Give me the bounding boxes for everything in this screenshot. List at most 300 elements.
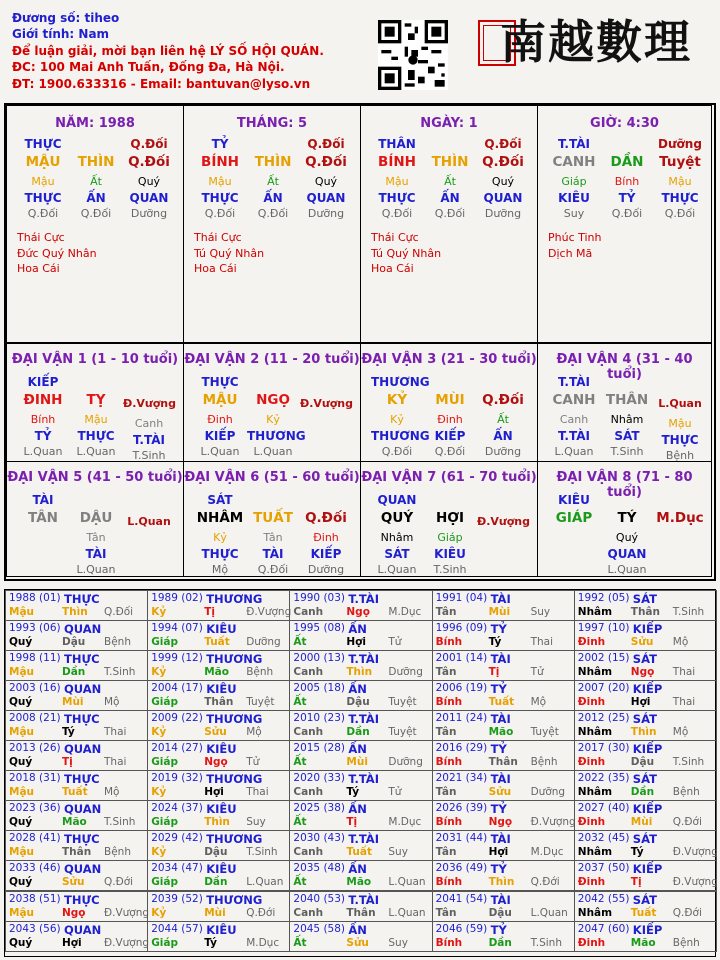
year-branch: Hợi: [62, 936, 82, 949]
year-stem: Canh: [293, 726, 324, 739]
year-life-stage: Tuyệt: [530, 726, 559, 739]
luck-box: [537, 461, 712, 577]
luck-column: [247, 374, 306, 460]
year-ten-god: TÀI: [490, 652, 511, 667]
year-ten-god: KIÊU: [206, 922, 237, 937]
hidden-god: ẤN: [86, 191, 106, 205]
year-cell: [289, 770, 432, 801]
year-branch: Dần: [204, 876, 228, 889]
year-life-stage: Bệnh: [104, 846, 131, 859]
luck-hidden-god: KIÊU: [434, 547, 466, 561]
year-ten-god: SÁT: [632, 652, 657, 667]
subject-name: Đương số: tiheo: [12, 11, 120, 25]
year-ten-god: ẤN: [348, 862, 367, 877]
year-branch: Thân: [62, 846, 92, 859]
pillar-box: [183, 105, 361, 343]
year-ten-god: THỰC: [64, 652, 100, 667]
year-cell: [574, 921, 717, 952]
year-label: 1990 (03): [293, 592, 346, 604]
luck-life-stage: Bệnh: [665, 449, 695, 462]
luck-hidden-god: THƯƠNG: [371, 429, 430, 443]
luck-main-char: THÂN: [605, 392, 649, 408]
luck-hidden-stem: [300, 416, 352, 432]
luck-column: [424, 374, 476, 460]
year-branch: Mão: [630, 936, 656, 949]
year-ten-god: TỶ: [490, 742, 507, 757]
year-life-stage: M.Dục: [388, 816, 422, 829]
year-ten-god: ẤN: [348, 742, 367, 757]
ten-god-label: T.TÀI: [558, 137, 590, 151]
year-stem: Canh: [293, 666, 324, 679]
year-cell: [147, 680, 290, 711]
ten-god-label: THÂN: [378, 137, 416, 151]
year-life-stage: Đ.Vượng: [530, 816, 576, 829]
year-stem: Mậu: [9, 906, 35, 919]
year-life-stage: Tuyệt: [388, 726, 417, 739]
life-stage: Q.Đối: [381, 207, 413, 220]
year-life-stage: Mộ: [530, 696, 547, 709]
luck-ten-god: [70, 374, 122, 390]
year-life-stage: Q.Đối: [104, 606, 134, 618]
ten-god-label: [601, 136, 653, 152]
year-cell: [5, 680, 148, 711]
pillar-column: [371, 136, 423, 222]
luck-ten-god: THƯƠNG: [371, 375, 430, 389]
year-ten-god: TỶ: [490, 802, 507, 817]
luck-column: [601, 492, 653, 578]
luck-hidden-stem: Kỷ: [266, 413, 280, 426]
year-ten-god: KIẾP: [632, 802, 663, 817]
year-life-stage: Bệnh: [246, 666, 274, 679]
ten-god-label: [70, 136, 122, 152]
luck-ten-god: KIẾP: [27, 375, 59, 389]
year-label: 1992 (05): [577, 592, 630, 604]
luck-column: [601, 374, 653, 460]
year-ten-god: THƯƠNG: [206, 652, 263, 667]
year-cell: [147, 620, 290, 651]
yearly-table: [4, 589, 716, 957]
hidden-god: THỰC: [24, 191, 62, 205]
main-char: Q.Đối: [128, 154, 170, 170]
year-branch: Sửu: [630, 636, 654, 649]
hidden-god: THỰC: [201, 191, 239, 205]
luck-hidden-god: SÁT: [384, 547, 410, 561]
pillar-column: [548, 136, 600, 222]
year-ten-god: TÀI: [490, 712, 511, 727]
year-branch: Ngọ: [630, 666, 655, 679]
year-label: 2024 (37): [151, 802, 203, 815]
year-cell: [574, 800, 717, 831]
year-branch: Tý: [488, 636, 502, 649]
year-label: 2011 (24): [435, 712, 488, 725]
year-label: 2036 (49): [435, 862, 488, 875]
luck-column: [70, 492, 122, 578]
hidden-god: THỰC: [378, 191, 416, 205]
note-item: Thái Cực: [17, 231, 65, 244]
year-cell: [574, 860, 717, 891]
year-label: 2004 (17): [151, 682, 203, 695]
year-stem: Bính: [435, 876, 463, 889]
year-branch: Tuất: [62, 786, 88, 799]
luck-main-char: M.Dục: [656, 510, 704, 526]
year-label: 2033 (46): [9, 862, 61, 875]
luck-ten-god: THỰC: [201, 375, 239, 389]
year-stem: Giáp: [151, 696, 179, 709]
year-stem: Nhâm: [577, 726, 613, 739]
year-label: 2025 (38): [293, 802, 346, 815]
pillar-title: GIỜ: 4:30: [590, 116, 659, 131]
luck-column: [17, 374, 69, 460]
year-label: 2019 (32): [151, 772, 203, 785]
year-label: 2006 (19): [435, 682, 488, 695]
note-item: Hoa Cái: [194, 262, 237, 275]
luck-main-char: Đ.Vượng: [300, 397, 354, 410]
note-item: Thái Cực: [371, 231, 419, 244]
year-ten-god: THỰC: [64, 832, 100, 847]
luck-life-stage: L.Quan: [607, 563, 647, 576]
year-cell: [147, 590, 290, 621]
luck-ten-god: QUAN: [377, 493, 417, 507]
year-ten-god: THƯƠNG: [206, 712, 263, 727]
luck-column: [300, 492, 352, 578]
year-label: 1996 (09): [435, 622, 488, 635]
year-life-stage: Bệnh: [672, 936, 700, 949]
luck-ten-god: [123, 374, 175, 390]
life-stage: Q.Đối: [611, 207, 643, 220]
year-life-stage: Bệnh: [530, 756, 558, 769]
year-life-stage: Đ.Vượng: [104, 906, 150, 919]
luck-hidden-stem: Kỷ: [213, 531, 227, 544]
luck-main-char: L.Quan: [658, 397, 702, 410]
year-branch: Mùi: [62, 696, 84, 709]
luck-life-stage: Dưỡng: [307, 563, 345, 576]
year-life-stage: T.Sinh: [530, 936, 562, 949]
life-stage: Dưỡng: [130, 207, 168, 220]
year-ten-god: QUAN: [64, 682, 102, 697]
year-stem: Quý: [9, 696, 33, 709]
year-life-stage: Thai: [104, 726, 127, 739]
subject-gender: Giới tính: Nam: [12, 27, 110, 42]
year-stem: Ất: [293, 696, 307, 709]
year-label: 1997 (10): [577, 622, 630, 635]
year-ten-god: KIẾP: [632, 862, 663, 877]
year-branch: Thân: [346, 906, 376, 919]
luck-main-char: DẬU: [79, 510, 113, 526]
year-ten-god: THƯƠNG: [206, 892, 263, 907]
year-label: 2000 (13): [293, 652, 346, 665]
year-stem: Ất: [293, 636, 307, 649]
luck-main-char: HỢI: [435, 510, 465, 526]
year-ten-god: QUAN: [64, 862, 102, 877]
ten-god-label: Q.Đối: [130, 137, 168, 151]
year-life-stage: T.Sinh: [104, 666, 136, 679]
year-stem: Mậu: [9, 726, 35, 739]
year-cell: [432, 590, 575, 621]
luck-life-stage: L.Quan: [377, 563, 417, 576]
luck-life-stage: Q.Đối: [257, 563, 289, 576]
note-item: Phúc Tinh: [548, 231, 602, 244]
year-ten-god: ẤN: [348, 922, 367, 937]
year-stem: Tân: [435, 846, 457, 859]
year-cell: [5, 710, 148, 741]
year-life-stage: L.Quan: [388, 876, 426, 889]
year-branch: Thìn: [62, 606, 88, 618]
luck-main-char: ĐINH: [23, 392, 63, 408]
luck-hidden-stem: Tân: [86, 531, 106, 544]
hidden-stem: Quý: [314, 175, 338, 188]
year-ten-god: QUAN: [64, 802, 102, 817]
luck-title: ĐẠI VẬN 3 (21 - 30 tuổi): [361, 352, 537, 367]
year-label: 1989 (02): [151, 592, 203, 604]
luck-column: [477, 492, 529, 582]
hidden-stem: Ất: [90, 175, 102, 188]
luck-main-char: L.Quan: [127, 515, 171, 528]
luck-hidden-stem: [123, 534, 175, 550]
year-ten-god: QUAN: [64, 922, 102, 937]
year-life-stage: L.Quan: [388, 906, 426, 919]
year-label: 2012 (25): [577, 712, 630, 725]
year-stem: Mậu: [9, 606, 35, 618]
pillar-notes: [371, 230, 441, 277]
pillar-column: [654, 136, 706, 222]
year-branch: Mão: [488, 726, 514, 739]
year-label: 1998 (11): [9, 652, 61, 665]
pillar-notes: [194, 230, 264, 277]
year-label: 2017 (30): [577, 742, 630, 755]
year-stem: Kỷ: [151, 846, 167, 859]
year-life-stage: M.Dục: [388, 606, 422, 618]
year-ten-god: T.TÀI: [348, 772, 379, 787]
luck-column: [194, 492, 246, 578]
year-cell: [289, 590, 432, 621]
luck-column: [548, 374, 600, 460]
year-life-stage: Q.Đới: [530, 876, 560, 889]
luck-hidden-stem: Canh: [134, 417, 164, 430]
luck-main-char: Q.Đối: [482, 392, 524, 408]
hidden-god: QUAN: [306, 191, 346, 205]
life-stage: Dưỡng: [307, 207, 345, 220]
luck-box: [183, 461, 361, 577]
luck-main-char: Đ.Vượng: [477, 515, 531, 528]
luck-ten-god: [601, 374, 653, 390]
year-cell: [289, 830, 432, 861]
year-life-stage: L.Quan: [530, 906, 568, 919]
year-stem: Đinh: [577, 756, 606, 769]
year-cell: [147, 710, 290, 741]
main-char: THÌN: [431, 154, 469, 170]
year-label: 2032 (45): [577, 832, 630, 845]
luck-hidden-stem: Mậu: [84, 413, 108, 426]
year-ten-god: SÁT: [632, 592, 657, 606]
ten-god-label: Dưỡng: [658, 137, 702, 151]
luck-main-char: TỴ: [86, 392, 106, 408]
year-ten-god: T.TÀI: [348, 892, 379, 907]
luck-title: ĐẠI VẬN 6 (51 - 60 tuổi): [184, 470, 360, 485]
year-ten-god: SÁT: [632, 892, 657, 907]
luck-ten-god: KIÊU: [558, 493, 590, 507]
year-label: 2010 (23): [293, 712, 346, 725]
year-label: 2015 (28): [293, 742, 346, 755]
year-stem: Ất: [293, 756, 307, 769]
luck-column: [424, 492, 476, 578]
luck-hidden-god: [654, 546, 706, 562]
luck-box: [183, 343, 361, 462]
year-cell: [5, 800, 148, 831]
phone-email-line: ĐT: 1900.633316 - Email: bantuvan@lyso.vn: [12, 76, 311, 91]
luck-life-stage: T.Sinh: [433, 563, 467, 576]
hidden-god: ẤN: [263, 191, 283, 205]
year-branch: Tý: [630, 846, 644, 859]
year-branch: Ngọ: [346, 606, 370, 618]
year-branch: Thân: [204, 696, 234, 709]
luck-main-char: GIÁP: [555, 510, 593, 526]
year-stem: Canh: [293, 786, 324, 799]
main-char: Q.Đối: [305, 154, 347, 170]
year-branch: Tị: [346, 816, 358, 829]
year-label: 2045 (58): [293, 922, 346, 935]
year-ten-god: TỶ: [490, 862, 507, 877]
year-ten-god: KIẾP: [632, 922, 663, 937]
luck-life-stage: Mộ: [211, 563, 229, 576]
year-life-stage: Thai: [672, 666, 696, 679]
luck-ten-god: [247, 492, 299, 508]
year-cell: [147, 770, 290, 801]
year-cell: [432, 800, 575, 831]
year-label: 2047 (60): [577, 922, 630, 935]
year-label: 2001 (14): [435, 652, 488, 665]
year-label: 1994 (07): [151, 622, 203, 635]
year-life-stage: Mộ: [104, 696, 120, 709]
year-cell: [432, 891, 575, 922]
year-cell: [432, 830, 575, 861]
luck-life-stage: [17, 562, 69, 578]
luck-hidden-stem: Đinh: [207, 413, 233, 426]
luck-hidden-stem: [477, 534, 529, 550]
main-char: DẦN: [610, 154, 644, 170]
luck-hidden-god: TÀI: [262, 547, 284, 561]
year-label: 2030 (43): [293, 832, 346, 845]
year-stem: Quý: [9, 936, 33, 949]
luck-hidden-stem: Tân: [263, 531, 283, 544]
hidden-stem: Mậu: [385, 175, 409, 188]
main-char: Tuyệt: [659, 154, 701, 170]
luck-hidden-god: [477, 550, 529, 566]
hidden-god: QUAN: [129, 191, 169, 205]
luck-column: [123, 492, 175, 582]
luck-hidden-stem: Nhâm: [610, 413, 644, 426]
note-item: Hoa Cái: [371, 262, 414, 275]
note-item: Thái Cực: [194, 231, 242, 244]
year-ten-god: ẤN: [348, 622, 367, 637]
ten-god-label: THỰC: [24, 137, 62, 151]
year-ten-god: TỶ: [490, 922, 507, 937]
note-item: Đức Quý Nhân: [17, 246, 97, 260]
year-ten-god: KIẾP: [632, 742, 663, 757]
year-label: 1988 (01): [9, 592, 61, 604]
luck-hidden-god: [548, 546, 600, 562]
hidden-god: KIÊU: [558, 191, 590, 205]
luck-hidden-stem: Nhâm: [380, 531, 414, 544]
year-cell: [289, 710, 432, 741]
luck-box: [360, 343, 538, 462]
year-ten-god: T.TÀI: [348, 832, 379, 847]
year-life-stage: Q.Đới: [246, 906, 276, 919]
year-label: 1993 (06): [9, 622, 61, 635]
year-branch: Thìn: [488, 876, 515, 889]
year-cell: [5, 921, 148, 952]
year-branch: Tị: [488, 666, 500, 679]
year-label: 2027 (40): [577, 802, 630, 815]
year-life-stage: Đ.Vượng: [246, 606, 292, 618]
year-cell: [289, 620, 432, 651]
hidden-stem: Mậu: [208, 175, 232, 188]
luck-column: [300, 374, 352, 464]
luck-box: [6, 343, 184, 462]
luck-main-char: TUẤT: [253, 510, 293, 526]
year-stem: Ất: [293, 876, 307, 889]
year-label: 2014 (27): [151, 742, 203, 755]
year-label: 1995 (08): [293, 622, 346, 635]
luck-life-stage: L.Quan: [253, 445, 293, 458]
year-life-stage: Suy: [530, 606, 551, 618]
year-cell: [289, 860, 432, 891]
year-label: 2042 (55): [577, 892, 630, 905]
year-branch: Mão: [62, 816, 87, 829]
year-cell: [147, 860, 290, 891]
header: [12, 10, 324, 92]
luck-column: [654, 492, 706, 578]
year-branch: Mùi: [346, 756, 368, 769]
year-branch: Mùi: [630, 816, 653, 829]
year-label: 2023 (36): [9, 802, 61, 815]
year-branch: Thìn: [630, 726, 657, 739]
year-branch: Dần: [630, 786, 655, 799]
year-branch: Tý: [346, 786, 360, 799]
year-life-stage: Suy: [388, 936, 408, 949]
hidden-stem: Quý: [491, 175, 515, 188]
year-stem: Kỷ: [151, 726, 167, 739]
luck-main-char: CANH: [552, 392, 596, 408]
life-stage: Q.Đối: [27, 207, 59, 220]
hidden-stem: Giáp: [561, 175, 587, 188]
luck-hidden-god: THƯƠNG: [247, 429, 306, 443]
year-branch: Dậu: [346, 696, 370, 709]
year-ten-god: KIÊU: [206, 682, 237, 697]
luck-box: [537, 343, 712, 462]
luck-main-char: NHÂM: [196, 510, 244, 526]
year-branch: Dậu: [204, 846, 228, 859]
luck-main-char: MÙI: [435, 392, 465, 408]
year-stem: Quý: [9, 756, 33, 769]
luck-hidden-stem: Canh: [559, 413, 589, 426]
year-life-stage: Tuyệt: [388, 696, 417, 709]
year-cell: [574, 740, 717, 771]
year-label: 2009 (22): [151, 712, 203, 725]
year-life-stage: Suy: [246, 816, 266, 829]
year-branch: Thìn: [346, 666, 373, 679]
luck-hidden-stem: [548, 530, 600, 546]
year-ten-god: ẤN: [348, 682, 367, 697]
year-life-stage: M.Dục: [530, 846, 564, 859]
year-label: 2022 (35): [577, 772, 630, 785]
luck-hidden-god: TÀI: [85, 547, 107, 561]
ten-god-label: Q.Đối: [307, 137, 345, 151]
year-stem: Giáp: [151, 636, 179, 649]
luck-hidden-stem: Giáp: [437, 531, 463, 544]
luck-hidden-god: [17, 546, 69, 562]
year-life-stage: Đ.Vượng: [672, 846, 718, 859]
luck-title: ĐẠI VẬN 4 (31 - 40 tuổi): [556, 352, 693, 382]
